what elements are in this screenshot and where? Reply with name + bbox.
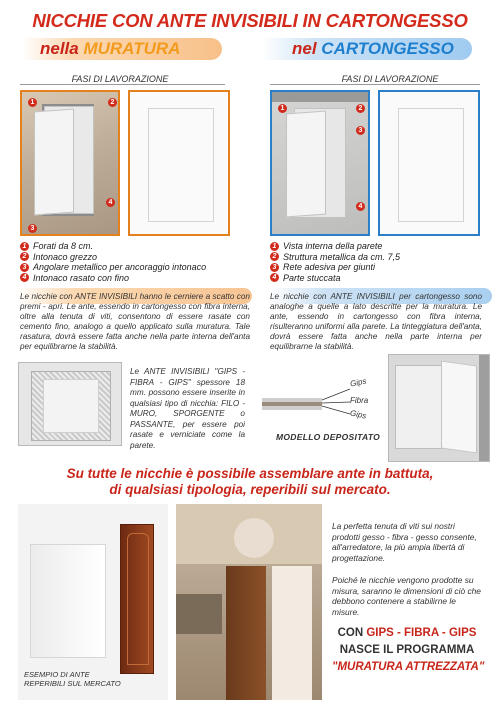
divider xyxy=(20,84,225,85)
page-title: NICCHIE CON ANTE INVISIBILI IN CARTONGESSO xyxy=(32,10,468,31)
open-door xyxy=(441,360,477,453)
banner-line-1: Su tutte le nicchie è possibile assemblare ante in battuta, xyxy=(66,466,434,481)
modello-depositato: MODELLO DEPOSITATO xyxy=(276,432,381,442)
gff-line: CON GIPS - FIBRA - GIPS xyxy=(337,627,477,639)
divider xyxy=(270,84,480,85)
photo-cartongesso-closed xyxy=(378,90,480,236)
photo-cartongesso-open xyxy=(270,90,370,236)
wooden-door xyxy=(120,524,154,674)
banner-line-2: di qualsiasi tipologia, reperibili sul mercato. xyxy=(109,482,391,497)
cabinet-caption: ESEMPIO DI ANTE REPERIBILI SUL MERCATO xyxy=(24,670,121,688)
layer-label-fibra: Fibra xyxy=(350,396,369,405)
niche-box xyxy=(395,365,445,449)
open-door xyxy=(286,111,326,218)
paragraph-muratura: Le nicchie con ANTE INVISIBILI hanno le cerniere a scatto con premi - apri. Le ante, essendo in cartongesso con fibra interna, oltre alla tenuta di viti, consentono di essere rasate con cemento fino, analogo a quello applicato sulla muratura. Tale rasatura, dovrà essere fatta anche nella parte interna dell'anta per equilibrarne la stabilità. xyxy=(20,292,250,351)
list-item: 1 Forati da 8 cm. xyxy=(20,241,250,252)
bottom-paragraph-2: Poiché le nicchie vengono prodotte su misura, saranno le dimensioni di ciò che debbono contenere a stabilirne le misure. xyxy=(332,575,481,617)
kitchen-arch xyxy=(234,518,274,558)
list-item: 2 Intonaco grezzo xyxy=(20,252,250,263)
anta-panel xyxy=(43,379,99,433)
photo-anta-frame xyxy=(18,362,122,446)
list-item: 4 Intonaco rasato con fino xyxy=(20,273,250,284)
cabinet-body xyxy=(30,544,106,658)
layer-label-gips: Gips xyxy=(349,408,368,421)
fasi-label-left: FASI DI LAVORAZIONE xyxy=(71,74,169,84)
photo-kitchen xyxy=(176,504,322,700)
list-left xyxy=(20,241,250,283)
paragraph-cartongesso: Le nicchie con ANTE INVISIBILI per cartongesso sono analoghe a quelle a lato descritte per la muratura. Le ante, essendo in cartongesso con fibra interna, risulteranno uniformi alla parete. La tinteggiatura dell'anta, dovrà essere fatta anche nella parte interna per equilibrarne la stabilità. xyxy=(270,292,482,351)
list-item: 3 Angolare metallico per ancoraggio intonaco xyxy=(20,262,250,273)
list-right xyxy=(270,241,490,283)
door-panel xyxy=(127,533,149,665)
marker-2: 2 xyxy=(356,104,365,113)
photo-muratura-open xyxy=(20,90,120,236)
marker-3: 3 xyxy=(28,224,37,233)
programma-line: "MURATURA ATTREZZATA" xyxy=(332,661,485,673)
closed-door-outline xyxy=(398,108,464,222)
marker-2: 2 xyxy=(108,98,117,107)
list-item: 3 Rete adesiva per giunti xyxy=(270,262,490,273)
nasce-line: NASCE IL PROGRAMMA xyxy=(339,644,475,656)
middle-text: Le ANTE INVISIBILI "GIPS - FIBRA - GIPS" spessore 18 mm. possono essere inserite in qualsiasi tipo di nicchia: FILO - MURO, SPORGENTE o PASSANTE, per essere poi rasate e verniciate come la parete. xyxy=(130,367,245,450)
list-item: 4 Parte stuccata xyxy=(270,273,490,284)
photo-muratura-closed xyxy=(128,90,230,236)
list-item: 1 Vista interna della parete xyxy=(270,241,490,252)
marker-4: 4 xyxy=(106,198,115,207)
photo-cabinet xyxy=(18,504,168,700)
marker-4: 4 xyxy=(356,202,365,211)
metal-frame xyxy=(272,92,370,102)
open-door xyxy=(34,109,74,216)
marker-1: 1 xyxy=(278,104,287,113)
list-item: 2 Struttura metallica da cm. 7,5 xyxy=(270,252,490,263)
kitchen-shelf xyxy=(176,594,222,634)
kitchen-niche xyxy=(272,566,312,700)
fasi-label-right: FASI DI LAVORAZIONE xyxy=(341,74,439,84)
marker-1: 1 xyxy=(28,98,37,107)
subtitle-cartongesso: nel CARTONGESSO xyxy=(292,39,454,58)
photo-anta-open xyxy=(388,354,490,462)
bottom-paragraph-1: La perfetta tenuta di viti sui nostri prodotti gesso - fibra - gesso consente, all'arredatore, la più ampia libertà di progettazione. xyxy=(332,521,477,563)
closed-door-outline xyxy=(148,108,214,222)
subtitle-muratura: nella MURATURA xyxy=(40,39,181,58)
wall-post xyxy=(479,355,489,461)
marker-3: 3 xyxy=(356,126,365,135)
kitchen-cabinet xyxy=(226,566,266,700)
layer-label-gips: Gips xyxy=(349,376,368,389)
